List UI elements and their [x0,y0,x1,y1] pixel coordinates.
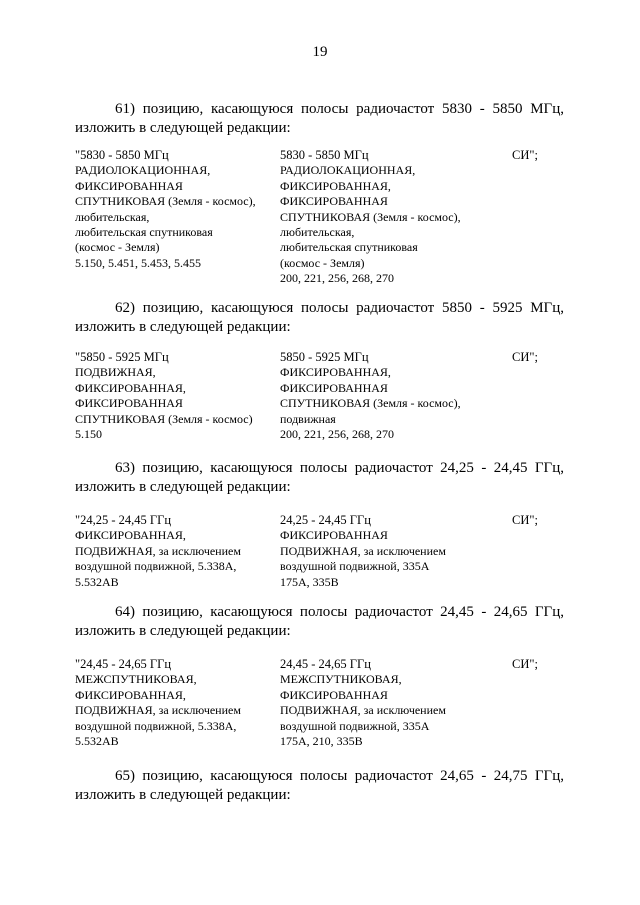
table-line: "5830 - 5850 МГц [75,148,169,162]
intro-line: изложить в следующей редакции: [75,120,291,136]
item-62-intro [75,299,564,337]
intro-line: изложить в следующей редакции: [75,787,291,803]
table-line: воздушной подвижной, 335А [280,718,430,733]
table-line: ФИКСИРОВАННАЯ [280,528,388,543]
table-line: ФИКСИРОВАННАЯ, [280,178,391,193]
intro-line: 61) позицию, касающуюся полосы радиочастот 5830 - 5850 МГц, [115,101,564,117]
column-category: СИ"; [512,350,538,364]
intro-line: изложить в следующей редакции: [75,479,291,495]
item-65-intro [75,767,564,805]
table-line: ФИКСИРОВАННАЯ, [280,365,391,380]
table-line: СПУТНИКОВАЯ (Земля - космос), [75,194,256,209]
table-line: 175А, 335В [280,574,339,589]
item-63-intro [75,459,564,497]
table-line: МЕЖСПУТНИКОВАЯ, [75,672,197,687]
column-current [75,513,241,590]
column-category: СИ"; [512,513,538,527]
table-line: ФИКСИРОВАННАЯ, [75,528,186,543]
table-line: ПОДВИЖНАЯ, за исключением [280,543,446,558]
table-line: 5850 - 5925 МГц [280,350,369,364]
intro-line: 64) позицию, касающуюся полосы радиочастот 24,45 - 24,65 ГГц, [115,604,564,620]
table-line: СПУТНИКОВАЯ (Земля - космос) [75,411,253,426]
table-line: ФИКСИРОВАННАЯ [280,380,388,395]
table-line: СПУТНИКОВАЯ (Земля - космос), [280,209,461,224]
table-line: ПОДВИЖНАЯ, [75,365,156,380]
table-line: любительская, [75,209,150,224]
table-line: ФИКСИРОВАННАЯ [75,178,183,193]
table-line: ПОДВИЖНАЯ, за исключением [280,703,446,718]
intro-line: изложить в следующей редакции: [75,623,291,639]
column-new [280,513,446,590]
table-line: воздушной подвижной, 335А [280,559,430,574]
column-current [75,148,256,271]
table-line: 175А, 210, 335В [280,734,363,749]
table-line: подвижная [280,411,336,426]
column-current [75,350,253,442]
table-line: ФИКСИРОВАННАЯ, [75,687,186,702]
intro-line: 63) позицию, касающуюся полосы радиочастот 24,25 - 24,45 ГГц, [115,460,564,476]
intro-line: 62) позицию, касающуюся полосы радиочастот 5850 - 5925 МГц, [115,300,564,316]
table-line: 24,45 - 24,65 ГГц [280,657,371,671]
table-line: 200, 221, 256, 268, 270 [280,427,394,442]
table-line: любительская, [280,225,355,240]
table-line: ФИКСИРОВАННАЯ [280,194,388,209]
table-line: 5.150, 5.451, 5.453, 5.455 [75,255,201,270]
column-new [280,148,461,287]
intro-line: 65) позицию, касающуюся полосы радиочастот 24,65 - 24,75 ГГц, [115,768,564,784]
table-line: 5.532АВ [75,574,119,589]
column-current [75,657,241,749]
table-line: ФИКСИРОВАННАЯ, [75,380,186,395]
column-new [280,657,446,749]
table-line: воздушной подвижной, 5.338А, [75,559,237,574]
page-number: 19 [312,44,328,60]
table-line: ФИКСИРОВАННАЯ [75,396,183,411]
table-line: ФИКСИРОВАННАЯ [280,687,388,702]
table-line: любительская спутниковая [75,225,213,240]
column-category: СИ"; [512,657,538,671]
table-line: МЕЖСПУТНИКОВАЯ, [280,672,402,687]
table-line: СПУТНИКОВАЯ (Земля - космос), [280,396,461,411]
table-line: любительская спутниковая [280,240,418,255]
table-line: ПОДВИЖНАЯ, за исключением [75,703,241,718]
table-line: "5850 - 5925 МГц [75,350,169,364]
table-line: (космос - Земля) [75,240,160,255]
table-line: 5.532АВ [75,734,119,749]
item-64-intro [75,603,564,641]
table-line: "24,45 - 24,65 ГГц [75,657,172,671]
table-line: 200, 221, 256, 268, 270 [280,271,394,286]
table-line: 5.150 [75,427,102,442]
table-line: 24,25 - 24,45 ГГц [280,513,371,527]
table-line: ПОДВИЖНАЯ, за исключением [75,543,241,558]
column-category: СИ"; [512,148,538,162]
table-line: 5830 - 5850 МГц [280,148,369,162]
table-line: РАДИОЛОКАЦИОННАЯ, [75,163,211,178]
column-new [280,350,461,442]
item-61-intro [75,100,564,138]
table-line: РАДИОЛОКАЦИОННАЯ, [280,163,416,178]
intro-line: изложить в следующей редакции: [75,319,291,335]
table-line: воздушной подвижной, 5.338А, [75,718,237,733]
table-line: (космос - Земля) [280,255,365,270]
table-line: "24,25 - 24,45 ГГц [75,513,172,527]
